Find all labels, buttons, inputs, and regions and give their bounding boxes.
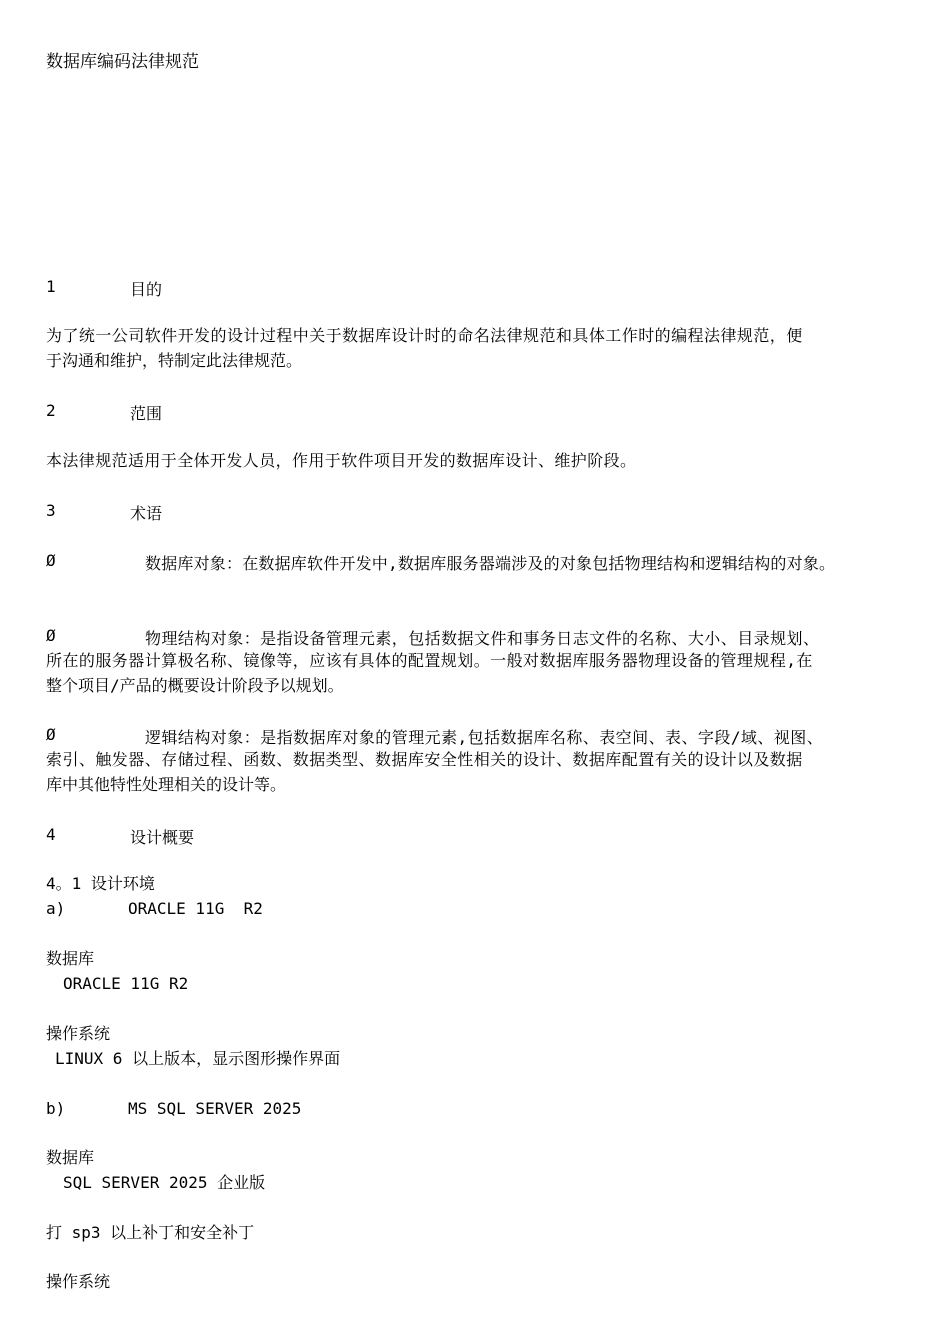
term-logical-object-line1: 逻辑结构对象：是指数据库对象的管理元素,包括数据库名称、表空间、表、字段/域、视图、 — [145, 728, 824, 747]
os-label-sqlserver: 操作系统 — [46, 1272, 111, 1291]
section-2-number: 2 — [46, 401, 56, 420]
db-value-sqlserver: SQL SERVER 2025 企业版 — [63, 1173, 266, 1192]
subsection-4-1-title: 4。1 设计环境 — [46, 874, 155, 893]
bullet-1: Ø — [46, 551, 56, 570]
section-1-number: 1 — [46, 277, 56, 296]
item-b-text: MS SQL SERVER 2025 — [128, 1099, 302, 1118]
document-title: 数据库编码法律规范 — [46, 52, 199, 72]
db-label-sqlserver: 数据库 — [46, 1148, 95, 1167]
scope-text: 本法律规范适用于全体开发人员，作用于软件项目开发的数据库设计、维护阶段。 — [46, 451, 637, 470]
item-a-label: a) — [46, 899, 66, 918]
purpose-text-line2: 于沟通和维护，特制定此法律规范。 — [46, 351, 303, 370]
section-2-title: 范围 — [130, 404, 163, 423]
item-b-label: b) — [46, 1099, 66, 1118]
term-physical-object-line1: 物理结构对象：是指设备管理元素，包括数据文件和事务日志文件的名称、大小、目录规划、 — [145, 629, 820, 648]
item-a-text: ORACLE 11G R2 — [128, 899, 263, 918]
db-value-oracle: ORACLE 11G R2 — [63, 974, 189, 993]
term-physical-object-line3: 整个项目/产品的概要设计阶段予以规划。 — [46, 676, 344, 695]
patch-text: 打 sp3 以上补丁和安全补丁 — [46, 1223, 255, 1242]
bullet-3: Ø — [46, 725, 56, 744]
purpose-text-line1: 为了统一公司软件开发的设计过程中关于数据库设计时的命名法律规范和具体工作时的编程法律规范，便 — [46, 326, 803, 345]
bullet-2: Ø — [46, 626, 56, 645]
os-label-oracle: 操作系统 — [46, 1024, 111, 1043]
section-3-title: 术语 — [130, 504, 163, 523]
section-4-number: 4 — [46, 825, 56, 844]
section-3-number: 3 — [46, 501, 56, 520]
db-label-oracle: 数据库 — [46, 949, 95, 968]
section-4-title: 设计概要 — [130, 828, 195, 847]
os-value-oracle: LINUX 6 以上版本，显示图形操作界面 — [55, 1049, 341, 1068]
section-1-title: 目的 — [130, 280, 163, 299]
term-database-object: 数据库对象：在数据库软件开发中,数据库服务器端涉及的对象包括物理结构和逻辑结构的对象。 — [145, 554, 836, 573]
term-physical-object-line2: 所在的服务器计算极名称、镜像等，应该有具体的配置规划。一般对数据库服务器物理设备的管理规程,在 — [46, 651, 813, 670]
term-logical-object-line2: 索引、触发器、存储过程、函数、数据类型、数据库安全性相关的设计、数据库配置有关的设计以及数据 — [46, 750, 803, 769]
term-logical-object-line3: 库中其他特性处理相关的设计等。 — [46, 775, 287, 794]
